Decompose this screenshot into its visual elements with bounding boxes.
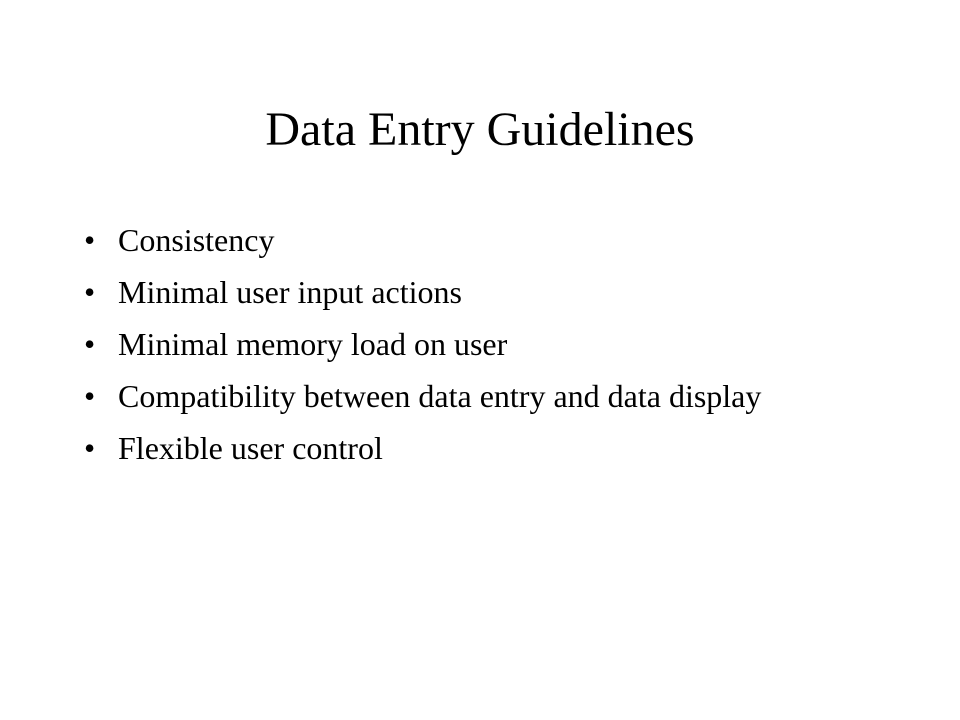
bullet-dot-icon: • bbox=[84, 326, 96, 362]
bullet-dot-icon: • bbox=[84, 430, 96, 466]
bullet-dot-icon: • bbox=[84, 274, 96, 310]
bullet-text: Minimal memory load on user bbox=[118, 326, 508, 362]
bullet-dot-icon: • bbox=[84, 378, 96, 414]
bullet-text: Consistency bbox=[118, 222, 275, 258]
bullet-text: Compatibility between data entry and data display bbox=[118, 378, 762, 414]
slide-title: Data Entry Guidelines bbox=[265, 103, 695, 156]
bullet-item bbox=[84, 422, 761, 474]
bullet-item bbox=[84, 370, 761, 422]
bullet-item bbox=[84, 318, 761, 370]
bullet-text: Flexible user control bbox=[118, 430, 383, 466]
bullet-item bbox=[84, 266, 761, 318]
bullet-text: Minimal user input actions bbox=[118, 274, 462, 310]
bullet-dot-icon: • bbox=[84, 222, 96, 258]
bullet-list bbox=[84, 214, 761, 474]
bullet-item bbox=[84, 214, 761, 266]
